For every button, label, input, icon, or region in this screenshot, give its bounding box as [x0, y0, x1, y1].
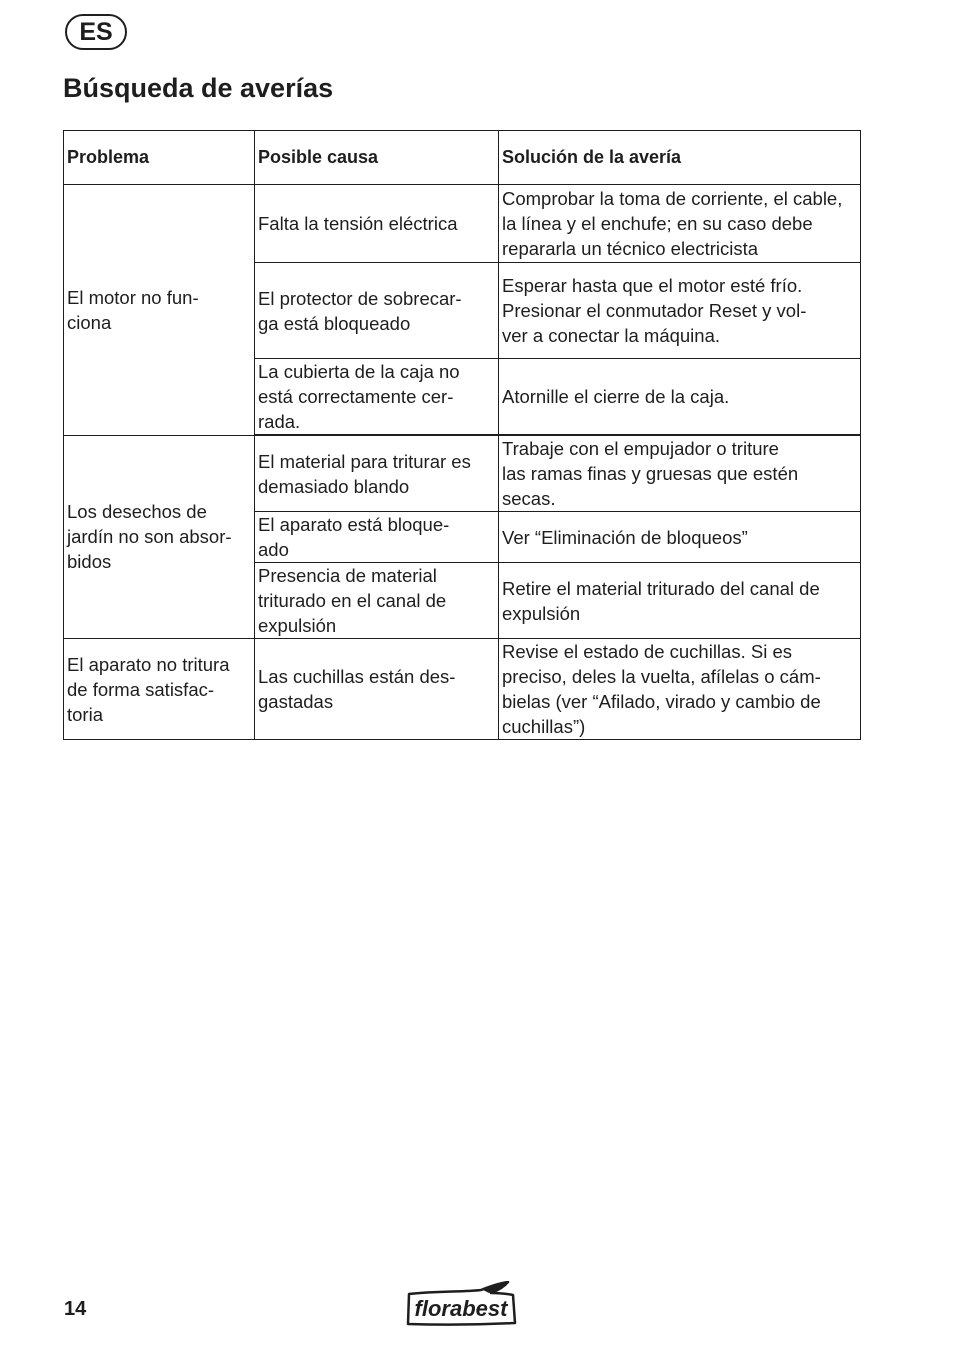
table-row [64, 185, 861, 263]
florabest-logo-icon [405, 1281, 517, 1327]
cause-cell: Presencia de material triturado en el canal de expulsión [255, 563, 499, 639]
cause-cell: Las cuchillas están des- gastadas [255, 639, 499, 740]
problem-cell: El motor no fun- ciona [64, 185, 255, 436]
header-solution: Solución de la avería [499, 131, 861, 185]
page-number: 14 [64, 1298, 87, 1320]
cause-cell: El aparato está bloque- ado [255, 512, 499, 563]
solution-cell: Retire el material triturado del canal de expulsión [499, 563, 861, 639]
problem-cell: Los desechos de jardín no son absor- bidos [64, 435, 255, 639]
language-badge: ES [65, 14, 127, 50]
cause-cell: Falta la tensión eléctrica [255, 185, 499, 263]
solution-cell: Ver “Eliminación de bloqueos” [499, 512, 861, 563]
troubleshooting-table [63, 130, 861, 740]
cause-cell: El material para triturar es demasiado blando [255, 435, 499, 512]
problem-cell: El aparato no tritura de forma satisfac- toria [64, 639, 255, 740]
solution-cell: Atornille el cierre de la caja. [499, 359, 861, 436]
solution-cell: Revise el estado de cuchillas. Si es preciso, deles la vuelta, afílelas o cám- bielas (ver “Afilado, virado y cambio de cuchillas”) [499, 639, 861, 740]
header-cause: Posible causa [255, 131, 499, 185]
table-header-row [64, 131, 861, 185]
logo-text: florabest [414, 1296, 508, 1321]
page-title: Búsqueda de averías [63, 73, 334, 103]
solution-cell: Comprobar la toma de corriente, el cable, la línea y el enchufe; en su caso debe repararla un técnico electricista [499, 185, 861, 263]
cause-cell: La cubierta de la caja no está correctamente cer- rada. [255, 359, 499, 436]
header-problem: Problema [64, 131, 255, 185]
cause-cell: El protector de sobrecar- ga está bloqueado [255, 263, 499, 359]
table-row [64, 435, 861, 512]
table-row [64, 639, 861, 740]
solution-cell: Trabaje con el empujador o triture las ramas finas y gruesas que estén secas. [499, 435, 861, 512]
solution-cell: Esperar hasta que el motor esté frío. Presionar el conmutador Reset y vol- ver a conectar la máquina. [499, 263, 861, 359]
